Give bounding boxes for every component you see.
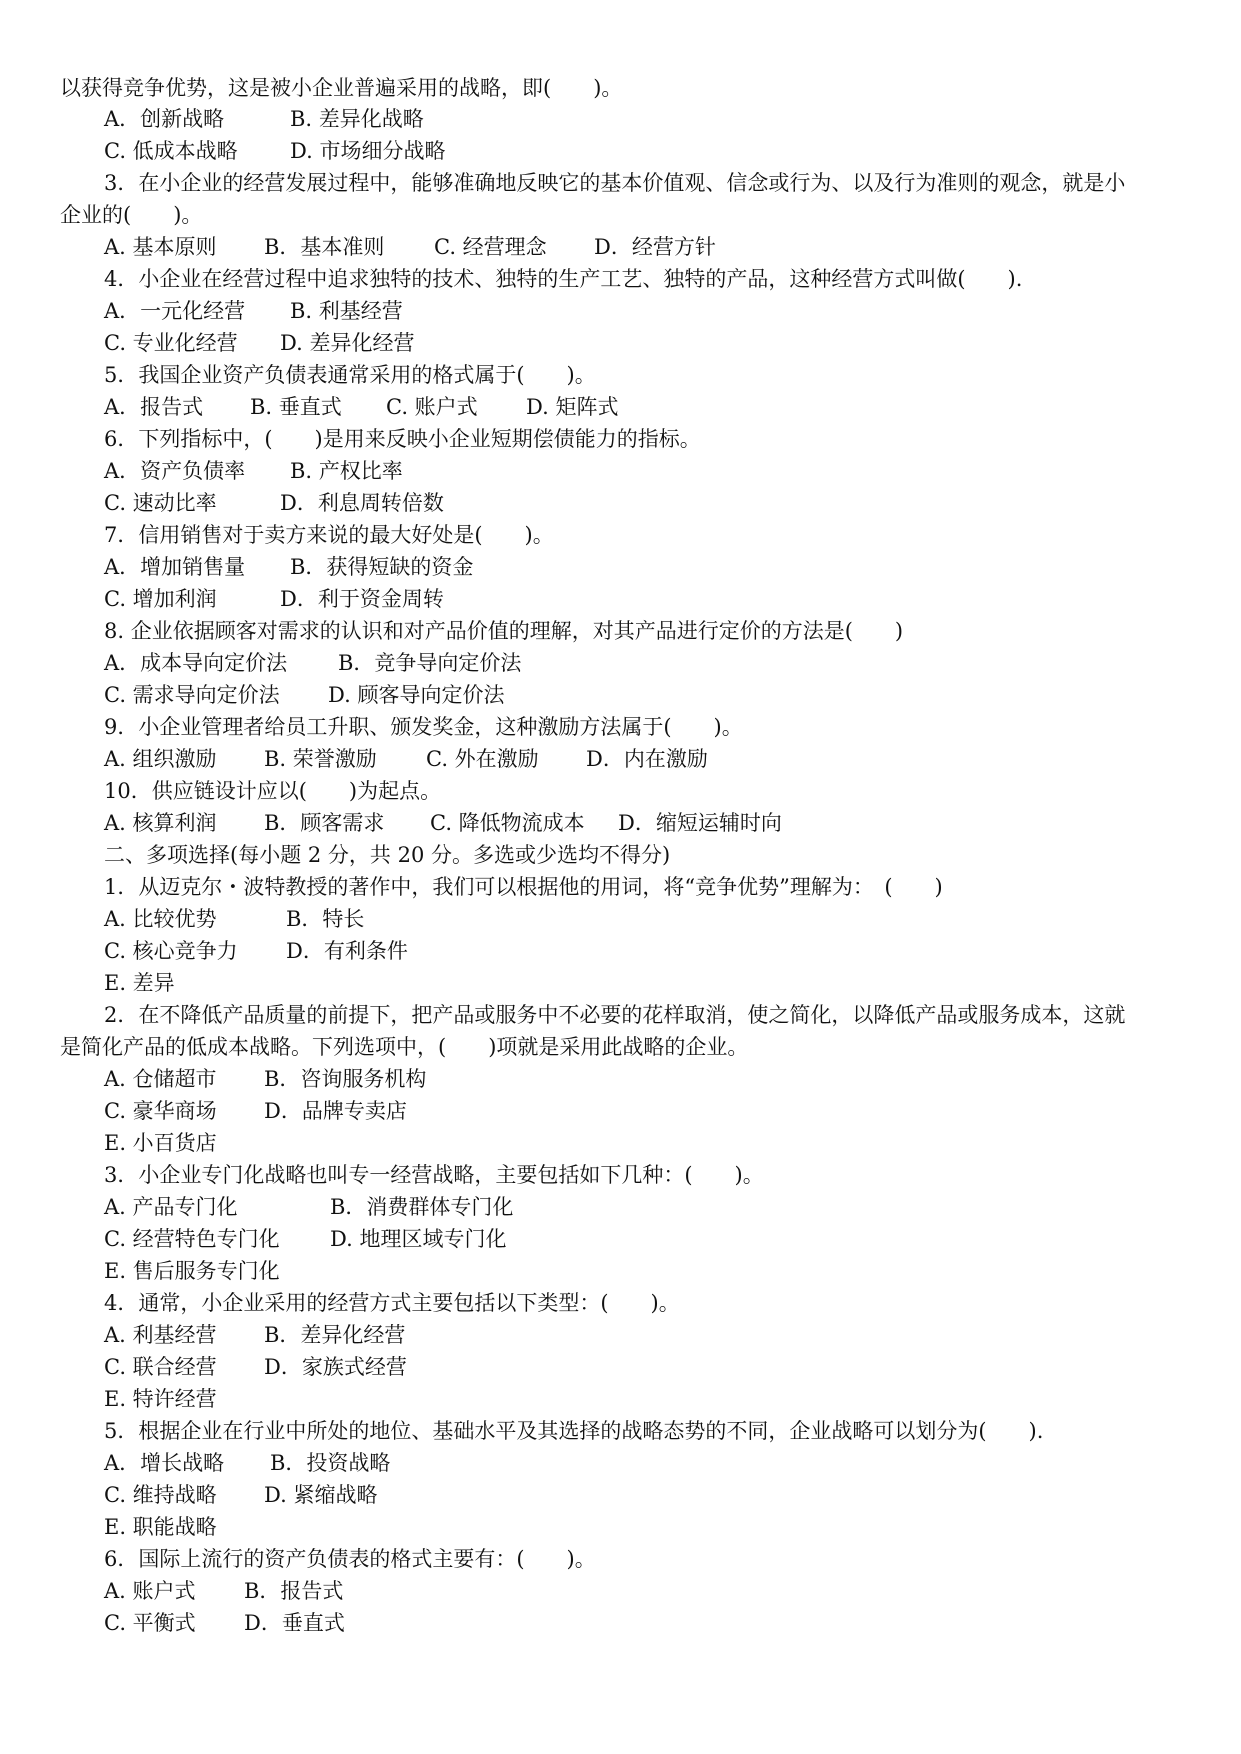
option-row — [104, 743, 1181, 775]
option-row — [104, 1223, 1181, 1255]
option: C. 平衡式 — [104, 1611, 196, 1635]
option: D. 紧缩战略 — [264, 1483, 378, 1507]
option: B．特长 — [286, 907, 365, 931]
option: D．有利条件 — [286, 939, 408, 963]
option: B. 垂直式 — [250, 395, 342, 419]
option-row — [104, 807, 1181, 839]
option: D. 市场细分战略 — [290, 139, 446, 163]
option-row — [104, 1383, 1181, 1415]
option: B．基本准则 — [264, 235, 385, 259]
option: A. 产品专门化 — [104, 1195, 238, 1219]
option: E. 售后服务专门化 — [104, 1259, 280, 1283]
option-row — [104, 103, 1181, 135]
option: E. 差异 — [104, 971, 175, 995]
option: C. 专业化经营 — [104, 331, 238, 355]
option: B. 产权比率 — [290, 459, 403, 483]
option: D．利于资金周转 — [280, 587, 444, 611]
option: A．增加销售量 — [104, 555, 246, 579]
question: 6．下列指标中，( )是用来反映小企业短期偿债能力的指标。 — [104, 427, 701, 451]
option: C. 外在激励 — [426, 747, 539, 771]
option-row — [104, 679, 1181, 711]
option: C. 经营理念 — [434, 235, 547, 259]
option: D．内在激励 — [586, 747, 708, 771]
question: 1．从迈克尔・波特教授的著作中，我们可以根据他的用词，将“竞争优势”理解为： ( ) — [104, 875, 943, 899]
option-row — [104, 551, 1181, 583]
option: B．获得短缺的资金 — [290, 555, 474, 579]
option: D. 差异化经营 — [280, 331, 415, 355]
question-continuation: 企业的( )。 — [60, 203, 203, 227]
option: A．增长战略 — [104, 1451, 225, 1475]
question: 3．小企业专门化战略也叫专一经营战略，主要包括如下几种：( )。 — [104, 1163, 764, 1187]
option: C. 速动比率 — [104, 491, 217, 515]
option: B．报告式 — [244, 1579, 344, 1603]
option: B. 荣誉激励 — [264, 747, 377, 771]
option: C. 豪华商场 — [104, 1099, 217, 1123]
option: A. 比较优势 — [104, 907, 217, 931]
option: B．顾客需求 — [264, 811, 385, 835]
question: 3．在小企业的经营发展过程中，能够准确地反映它的基本价值观、信念或行为、以及行为准则的观念，就是小 — [104, 171, 1126, 195]
option-row — [104, 583, 1181, 615]
option: B．咨询服务机构 — [264, 1067, 427, 1091]
option: A．报告式 — [104, 395, 204, 419]
option: A. 账户式 — [104, 1579, 196, 1603]
question: 9．小企业管理者给员工升职、颁发奖金，这种激励方法属于( )。 — [104, 715, 743, 739]
option-row — [104, 295, 1181, 327]
option-row — [104, 1063, 1181, 1095]
option-row — [104, 935, 1181, 967]
option: A. 利基经营 — [104, 1323, 217, 1347]
option: D．利息周转倍数 — [280, 491, 444, 515]
option: D．缩短运辅时向 — [618, 811, 782, 835]
question: 7．信用销售对于卖方来说的最大好处是( )。 — [104, 523, 554, 547]
option: A．成本导向定价法 — [104, 651, 288, 675]
option-row — [104, 455, 1181, 487]
question: 2．在不降低产品质量的前提下，把产品或服务中不必要的花样取消，使之简化，以降低产品或服务成本，这就 — [104, 1003, 1126, 1027]
option: A. 基本原则 — [104, 235, 217, 259]
option: B．投资战略 — [270, 1451, 391, 1475]
option: D．家族式经营 — [264, 1355, 407, 1379]
option: A. 组织激励 — [104, 747, 217, 771]
option: D．垂直式 — [244, 1611, 345, 1635]
option-row — [104, 967, 1181, 999]
option: D. 矩阵式 — [526, 395, 619, 419]
option-row — [104, 647, 1181, 679]
question: 5．根据企业在行业中所处的地位、基础水平及其选择的战略态势的不同，企业战略可以划分为( ). — [104, 1419, 1044, 1443]
option-row — [104, 135, 1181, 167]
option: D. 顾客导向定价法 — [328, 683, 505, 707]
option: D. 地理区域专门化 — [330, 1227, 507, 1251]
option-row — [104, 1575, 1181, 1607]
option: E. 职能战略 — [104, 1515, 217, 1539]
option-row — [104, 903, 1181, 935]
option: C. 经营特色专门化 — [104, 1227, 280, 1251]
option-row — [104, 1255, 1181, 1287]
option: A. 仓储超市 — [104, 1067, 217, 1091]
option-row — [104, 1479, 1181, 1511]
option: C. 维持战略 — [104, 1483, 217, 1507]
option: A．一元化经营 — [104, 299, 246, 323]
option: E. 小百货店 — [104, 1131, 217, 1155]
option: C. 核心竞争力 — [104, 939, 238, 963]
option: D．品牌专卖店 — [264, 1099, 407, 1123]
option: C. 账户式 — [386, 395, 478, 419]
option-row — [104, 231, 1181, 263]
option-row — [104, 1447, 1181, 1479]
option-row — [104, 1191, 1181, 1223]
option-row — [104, 1319, 1181, 1351]
question: 4．通常，小企业采用的经营方式主要包括以下类型：( )。 — [104, 1291, 680, 1315]
option-row — [104, 391, 1181, 423]
option-row — [104, 1511, 1181, 1543]
option: C. 增加利润 — [104, 587, 217, 611]
question: 8. 企业依据顾客对需求的认识和对产品价值的理解，对其产品进行定价的方法是( ) — [104, 619, 904, 643]
option: A．资产负债率 — [104, 459, 246, 483]
question: 6．国际上流行的资产负债表的格式主要有：( )。 — [104, 1547, 596, 1571]
option-row — [104, 487, 1181, 519]
option: D．经营方针 — [594, 235, 716, 259]
option: C. 降低物流成本 — [430, 811, 585, 835]
option: B．差异化经营 — [264, 1323, 406, 1347]
option: B．竞争导向定价法 — [338, 651, 522, 675]
option-row — [104, 1607, 1181, 1639]
option: E. 特许经营 — [104, 1387, 217, 1411]
question-stem-tail: 以获得竞争优势，这是被小企业普遍采用的战略，即( )。 — [60, 76, 623, 100]
option: C. 联合经营 — [104, 1355, 217, 1379]
option: C. 低成本战略 — [104, 139, 238, 163]
question: 10．供应链设计应以( )为起点。 — [104, 779, 442, 803]
option-row — [104, 327, 1181, 359]
option-row — [104, 1095, 1181, 1127]
option: A. 核算利润 — [104, 811, 217, 835]
option: A．创新战略 — [104, 107, 225, 131]
option-row — [104, 1351, 1181, 1383]
option: B．消费群体专门化 — [330, 1195, 514, 1219]
option: B. 差异化战略 — [290, 107, 424, 131]
option-row — [104, 1127, 1181, 1159]
question-continuation: 是简化产品的低成本战略。下列选项中，( )项就是采用此战略的企业。 — [60, 1035, 749, 1059]
option: C. 需求导向定价法 — [104, 683, 280, 707]
section-heading: 二、多项选择(每小题 2 分，共 20 分。多选或少选均不得分) — [104, 843, 671, 867]
question: 5．我国企业资产负债表通常采用的格式属于( )。 — [104, 363, 596, 387]
question: 4．小企业在经营过程中追求独特的技术、独特的生产工艺、独特的产品，这种经营方式叫做( ). — [104, 267, 1023, 291]
option: B. 利基经营 — [290, 299, 403, 323]
